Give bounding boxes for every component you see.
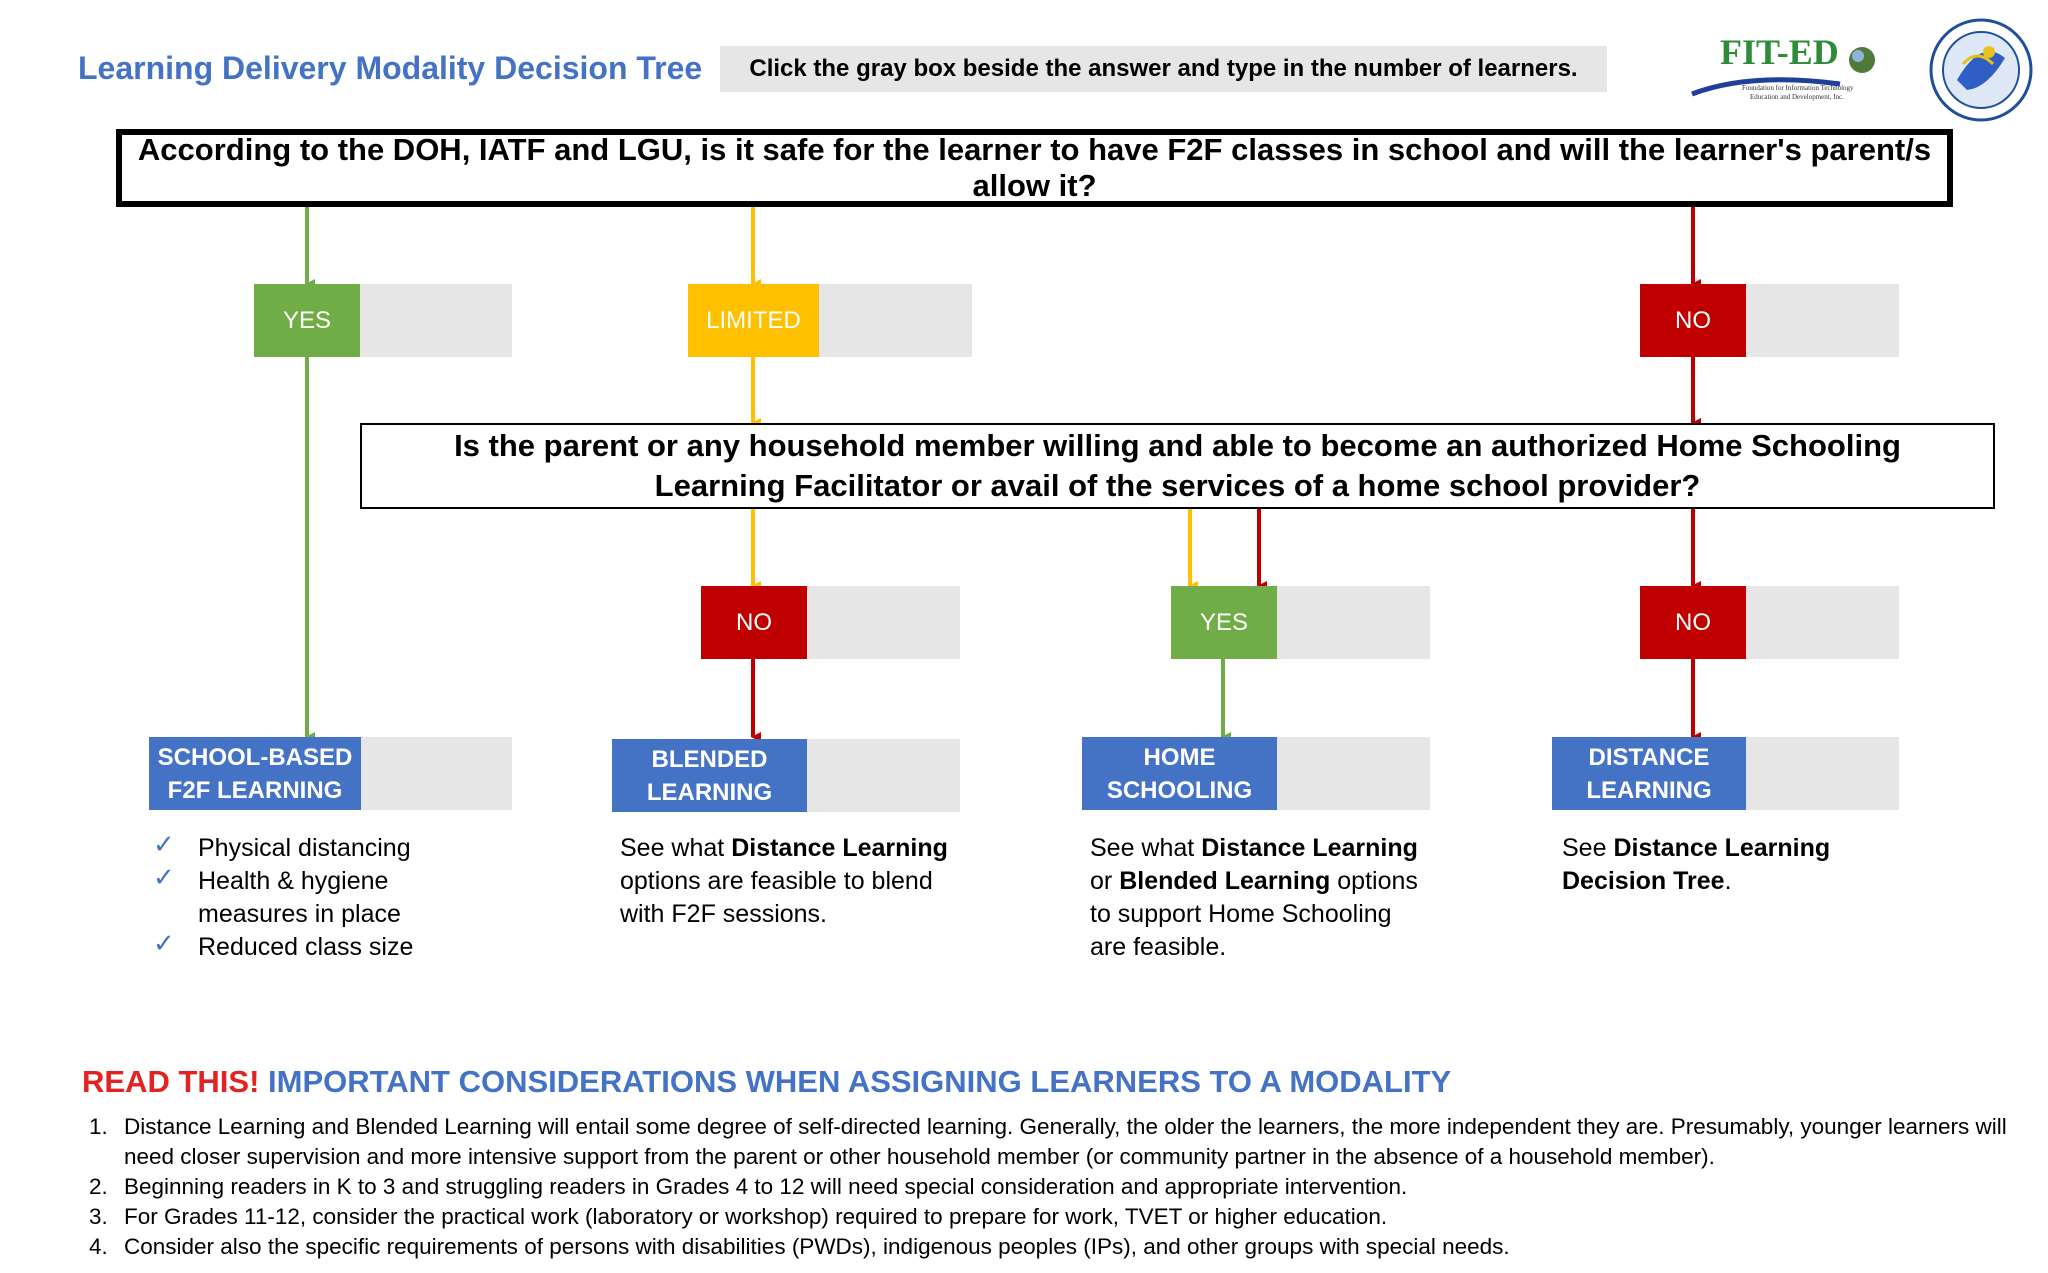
instruction-banner: Click the gray box beside the answer and type in the number of learners.: [720, 46, 1607, 92]
modality-distance-line2: LEARNING: [1586, 776, 1712, 804]
distance-desc-bold: Distance Learning Decision Tree: [1562, 834, 1831, 895]
answer-no-count-input[interactable]: [1746, 284, 1899, 357]
consideration-item: 1. Distance Learning and Blended Learning will entail some degree of self-directed learning. Generally, the older the learners, the more independent they are. Presumably, younger learners will need closer supervision and more intensive support from the parent or other household member (or community partner in the absence of a household member).: [114, 1112, 2014, 1172]
home-desc-mid: or: [1090, 867, 1120, 895]
modality-school-based-label: [149, 737, 361, 810]
answer2-yes-label: YES: [1171, 586, 1277, 659]
check-item-text: Health & hygiene measures in place: [198, 867, 401, 928]
answer2-no-left-count-input[interactable]: [807, 586, 960, 659]
answer2-yes-count-input[interactable]: [1277, 586, 1430, 659]
distance-desc-pre: See: [1562, 834, 1614, 862]
consideration-item: 2. Beginning readers in K to 3 and struggling readers in Grades 4 to 12 will need special consideration and appropriate intervention.: [114, 1172, 2014, 1202]
read-this-label: READ THIS!: [82, 1064, 260, 1099]
answer2-no-right-count-input[interactable]: [1746, 586, 1899, 659]
home-schooling-description: [1090, 832, 1430, 964]
fited-logo-subtitle-1: Foundation for Information Technology: [1742, 84, 1854, 92]
distance-description: [1562, 832, 1842, 898]
modality-blended-count-input[interactable]: [807, 739, 960, 812]
home-desc-bold2: Blended Learning: [1119, 867, 1331, 895]
checkmark-icon: ✓: [153, 928, 175, 958]
answer-no-label: NO: [1640, 284, 1746, 357]
answer-yes-count-input[interactable]: [360, 284, 512, 357]
considerations-title: IMPORTANT CONSIDERATIONS WHEN ASSIGNING LEARNERS TO A MODALITY: [268, 1064, 1452, 1099]
modality-distance-line1: DISTANCE: [1588, 743, 1710, 771]
modality-blended-line1: BLENDED: [651, 745, 768, 773]
question-1-box: According to the DOH, IATF and LGU, is it safe for the learner to have F2F classes in school and will the learner's parent/s allow it?: [116, 129, 1953, 207]
home-desc-pre: See what: [1090, 834, 1202, 862]
modality-home-schooling-line1: HOME: [1143, 743, 1216, 771]
home-desc-bold1: Distance Learning: [1201, 834, 1418, 862]
blended-description: [620, 832, 960, 931]
check-item: [153, 928, 483, 964]
modality-home-schooling-line2: SCHOOLING: [1106, 776, 1253, 804]
modality-school-based-line1: SCHOOL-BASED: [157, 743, 353, 771]
checkmark-icon: ✓: [153, 862, 175, 892]
answer2-no-left-label: NO: [701, 586, 807, 659]
blended-desc-bold: Distance Learning: [731, 834, 948, 862]
modality-home-schooling-label: [1082, 737, 1277, 810]
consideration-item: 4. Consider also the specific requirements of persons with disabilities (PWDs), indigenous peoples (IPs), and other groups with special needs.: [114, 1232, 2014, 1262]
distance-desc-post: .: [1724, 867, 1732, 895]
fited-logo-subtitle-2: Education and Development, Inc.: [1750, 93, 1844, 101]
considerations-list: [78, 1112, 2014, 1262]
blended-desc-pre: See what: [620, 834, 732, 862]
modality-distance-count-input[interactable]: [1746, 737, 1899, 810]
blended-desc-post: options are feasible to blend with F2F sessions.: [620, 867, 933, 928]
considerations-heading: [82, 1064, 1451, 1100]
fited-logo-text: FIT-ED: [1720, 32, 1839, 72]
question-2-box: Is the parent or any household member willing and able to become an authorized Home Schooling Learning Facilitator or avail of the services of a home school provider?: [360, 423, 1995, 509]
modality-blended-label: [612, 739, 807, 812]
consideration-item: 3. For Grades 11-12, consider the practical work (laboratory or workshop) required to prepare for work, TVET or higher education.: [114, 1202, 2014, 1232]
check-item: [153, 829, 483, 865]
answer-limited-count-input[interactable]: [819, 284, 972, 357]
school-based-description: [153, 829, 483, 964]
answer2-no-right-label: NO: [1640, 586, 1746, 659]
page-title: Learning Delivery Modality Decision Tree: [78, 50, 703, 86]
check-item-text: Reduced class size: [198, 933, 414, 961]
home-desc-post: options to support Home Schooling are feasible.: [1090, 867, 1418, 961]
check-item-text: Physical distancing: [198, 834, 411, 862]
modality-school-based-count-input[interactable]: [361, 737, 512, 810]
modality-school-based-line2: F2F LEARNING: [167, 776, 343, 804]
answer-limited-label: LIMITED: [688, 284, 819, 357]
modality-distance-label: [1552, 737, 1746, 810]
checkmark-icon: ✓: [153, 829, 175, 859]
check-item: [153, 862, 483, 931]
modality-home-schooling-count-input[interactable]: [1277, 737, 1430, 810]
answer-yes-label: YES: [254, 284, 360, 357]
modality-blended-line2: LEARNING: [646, 778, 773, 806]
